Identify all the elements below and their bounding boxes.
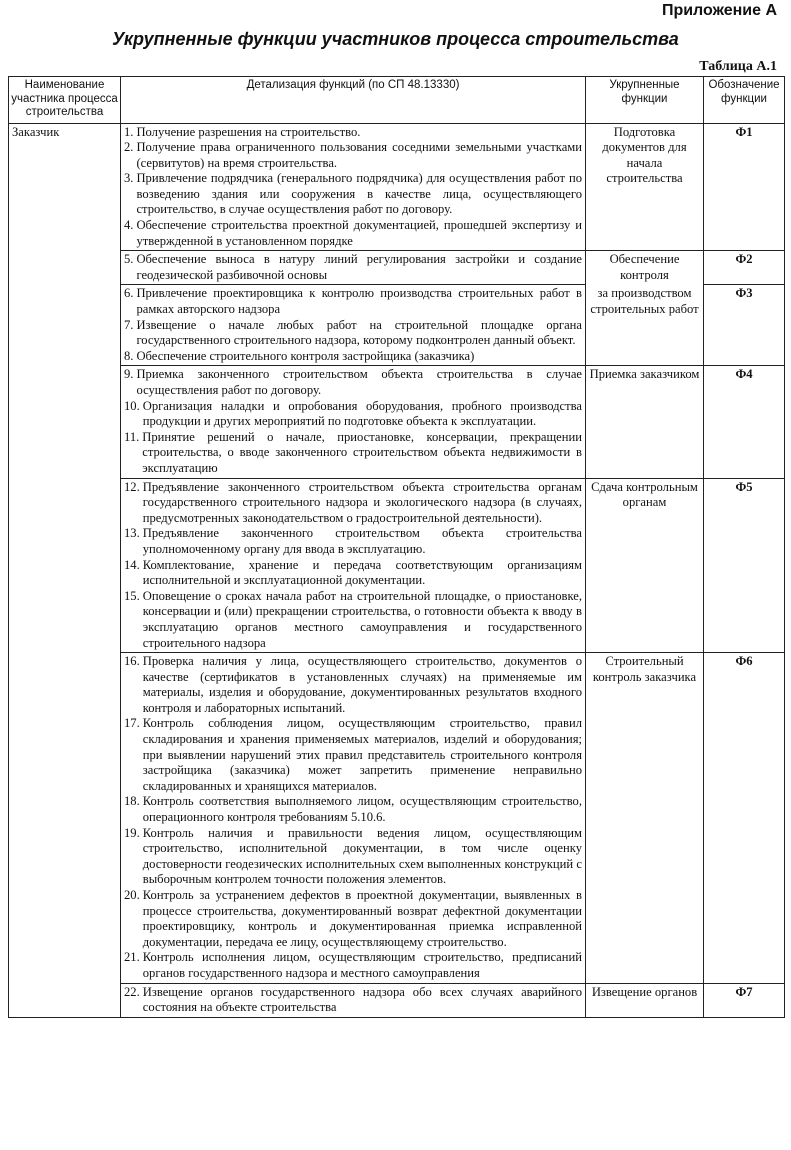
header-code: Обозначение функции <box>704 77 785 124</box>
code-cell: Ф6 <box>704 653 785 983</box>
table-header-row <box>9 77 785 124</box>
table-row <box>9 285 785 366</box>
list-item: 18. Контроль соответствия выполняемого лицом, осуществляющим строительство, операционного контроля требованиям 5.10.6. <box>124 794 582 825</box>
participant-cell: Заказчик <box>9 123 121 1017</box>
list-item: 4. Обеспечение строительства проектной документацией, прошедшей экспертизу и утвержденной в установленном порядке <box>124 218 582 248</box>
header-participant: Наименование участника процесса строительства <box>9 77 121 124</box>
code-cell: Ф1 <box>704 123 785 251</box>
header-function: Укрупненные функции <box>586 77 704 124</box>
detail-cell <box>121 983 586 1017</box>
detail-cell <box>121 251 586 285</box>
function-cell: за производством строительных работ <box>586 285 704 366</box>
list-item: 2. Получение права ограниченного пользования соседними земельными участками (сервитутов) на время строительства. <box>124 140 582 170</box>
list-item: 16. Проверка наличия у лица, осуществляющего строительство, документов о качестве (сертификатов в установленных случаях) на применяемые им материалы, изделия и оборудование, документированных результатов входного контроля и лабораторных испытаний. <box>124 654 582 715</box>
function-cell: Сдача контрольным органам <box>586 478 704 653</box>
list-item: 17. Контроль соблюдения лицом, осуществляющим строительство, правил складирования и хранения применяемых материалов, изделий и оборудования; при выявлении нарушений этих правил представитель строительного контроля застройщика (заказчика) может запретить применение неправильно складированных и хранящихся материалов. <box>124 716 582 793</box>
table-row <box>9 653 785 983</box>
list-item: 7. Извещение о начале любых работ на строительной площадке органа государственного строительного надзора, которому подконтролен данный объект. <box>124 317 582 348</box>
list-item: 19. Контроль наличия и правильности ведения лицом, осуществляющим строительство, исполнительной документации, в том числе оценку достоверности геодезических исполнительных схем выполненных конструкций с выборочным контролем точности положения элементов. <box>124 825 582 887</box>
table-row <box>9 366 785 478</box>
list-item: 22. Извещение органов государственного надзора обо всех случаях аварийного состояния на объекте строительства <box>124 984 582 1015</box>
detail-cell <box>121 653 586 983</box>
detail-cell <box>121 366 586 478</box>
list-item: 21. Контроль исполнения лицом, осуществляющим строительство, предписаний органов государственного надзора и местного самоуправления <box>124 950 582 980</box>
detail-cell <box>121 478 586 653</box>
code-cell: Ф4 <box>704 366 785 478</box>
code-cell: Ф5 <box>704 478 785 653</box>
header-detail: Детализация функций (по СП 48.13330) <box>121 77 586 124</box>
table-label: Таблица А.1 <box>699 59 777 74</box>
table-row <box>9 123 785 251</box>
list-item: 8. Обеспечение строительного контроля застройщика (заказчика) <box>124 348 475 363</box>
code-cell: Ф3 <box>704 285 785 366</box>
list-item: 1. Получение разрешения на строительство. <box>124 124 361 139</box>
list-item: 20. Контроль за устранением дефектов в проектной документации, выявленных в процессе строительства, документированный возврат дефектной документации проектировщику, контроль и документированная приемка исправленной документации, передача ее лицу, осуществляющему строительство. <box>124 888 582 949</box>
function-cell: Подготовка документов для начала строительства <box>586 123 704 251</box>
function-cell: Извещение органов <box>586 983 704 1017</box>
detail-cell <box>121 123 586 251</box>
list-item: 6. Привлечение проектировщика к контролю производства строительных работ в рамках авторского надзора <box>124 286 582 317</box>
list-item: 14. Комплектование, хранение и передача соответствующим организациям исполнительной и эксплуатационной документации. <box>124 557 582 588</box>
function-cell: Обеспечение контроля <box>586 251 704 285</box>
table-row <box>9 983 785 1017</box>
detail-cell <box>121 285 586 366</box>
table-row <box>9 478 785 653</box>
functions-table <box>8 76 785 1018</box>
list-item: 11. Принятие решений о начале, приостановке, консервации, прекращении строительства, о вводе законченного строительством объекта недвижимости в эксплуатацию <box>124 429 582 475</box>
document-title: Укрупненные функции участников процесса строительства <box>112 29 679 49</box>
list-item: 5. Обеспечение выноса в натуру линий регулирования застройки и создание геодезической разбивочной основы <box>124 252 582 282</box>
list-item: 15. Оповещение о сроках начала работ на строительной площадке, о приостановке, консервации и (или) прекращении строительства, о готовности объекта к вводу в эксплуатацию органов местного самоуправления и государственного строительного надзора <box>124 588 582 650</box>
list-item: 9. Приемка законченного строительством объекта строительства в случае осуществления работ по договору. <box>124 367 582 397</box>
function-cell: Приемка заказчиком <box>586 366 704 478</box>
list-item: 12. Предъявление законченного строительством объекта строительства органам государственного строительного надзора и экологического надзора (в случаях, предусмотренных законодательством о градостроительной деятельности). <box>124 479 582 525</box>
function-cell: Строительный контроль заказчика <box>586 653 704 983</box>
appendix-label: Приложение А <box>661 2 777 19</box>
code-cell: Ф2 <box>704 251 785 285</box>
table-row <box>9 251 785 285</box>
list-item: 3. Привлечение подрядчика (генерального подрядчика) для осуществления работ по возведению здания или сооружения в качестве лица, осуществляющего строительство, в случае осуществления работ по договору. <box>124 171 582 217</box>
list-item: 10. Организация наладки и опробования оборудования, пробного производства продукции и других мероприятий по подготовке объекта к эксплуатации. <box>124 398 582 429</box>
list-item: 13. Предъявление законченного строительством объекта строительства уполномоченному органу для ввода в эксплуатацию. <box>124 526 582 556</box>
code-cell: Ф7 <box>704 983 785 1017</box>
